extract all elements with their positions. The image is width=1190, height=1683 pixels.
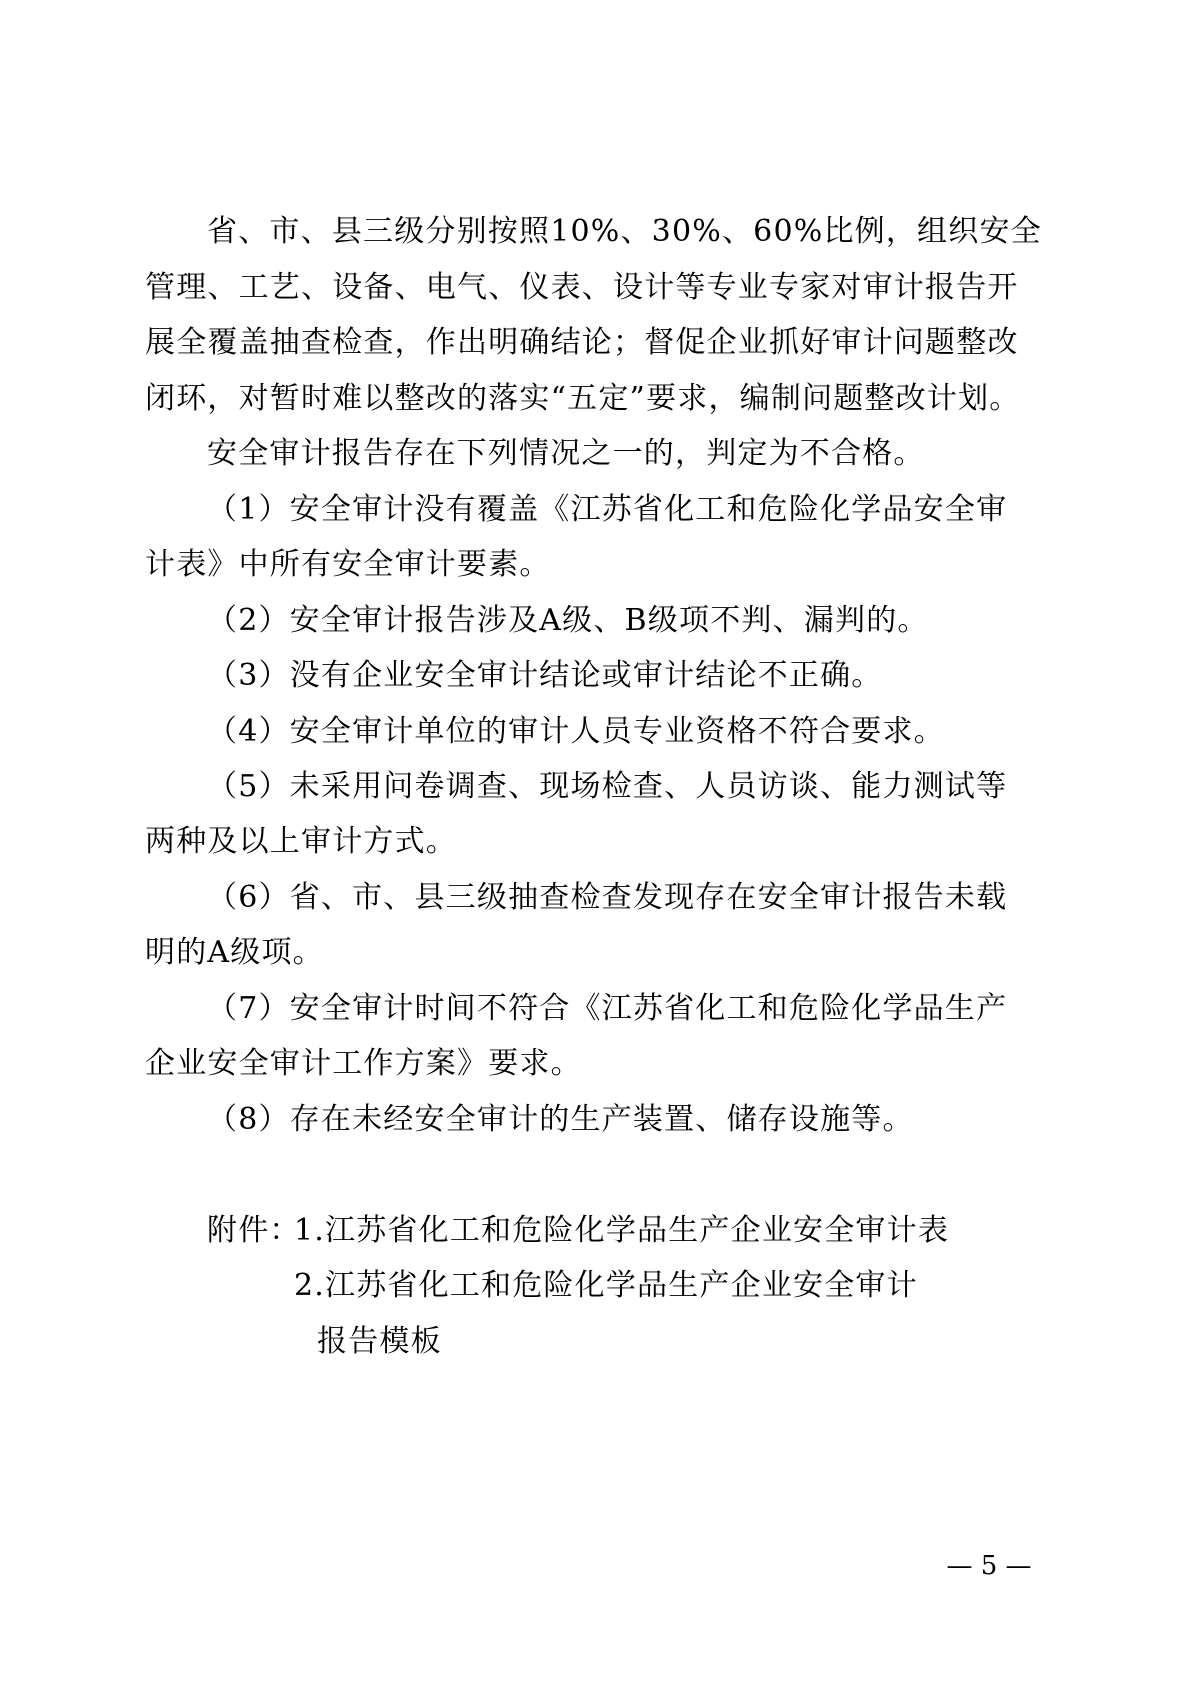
item-4: （4）安全审计单位的审计人员专业资格不符合要求。 — [207, 714, 945, 749]
attachment-2-line-2: 报告模板 — [317, 1324, 442, 1359]
paragraph-1-line-1: 省、市、县三级分别按照10%、30%、60%比例，组织安全 — [207, 214, 1042, 249]
item-5-line-1: （5）未采用问卷调查、现场检查、人员访谈、能力测试等 — [207, 769, 1008, 804]
attachments-label: 附件： — [207, 1213, 301, 1248]
attachment-1: 1.江苏省化工和危险化学品生产企业安全审计表 — [294, 1213, 950, 1248]
page-number: — 5 — — [946, 1551, 1032, 1581]
item-7-line-2: 企业安全审计工作方案》要求。 — [145, 1046, 582, 1081]
item-7-line-1: （7）安全审计时间不符合《江苏省化工和危险化学品生产 — [207, 991, 1008, 1026]
paragraph-1-line-3: 展全覆盖抽查检查，作出明确结论；督促企业抓好审计问题整改 — [145, 325, 1019, 360]
item-6-line-1: （6）省、市、县三级抽查检查发现存在安全审计报告未载 — [207, 880, 1008, 915]
attachment-2-line-1: 2.江苏省化工和危险化学品生产企业安全审计 — [294, 1268, 918, 1303]
item-3: （3）没有企业安全审计结论或审计结论不正确。 — [207, 658, 883, 693]
item-8: （8）存在未经安全审计的生产装置、储存设施等。 — [207, 1102, 914, 1137]
paragraph-1-line-4: 闭环，对暂时难以整改的落实“五定”要求，编制问题整改计划。 — [145, 381, 1021, 416]
item-2: （2）安全审计报告涉及A级、B级项不判、漏判的。 — [207, 603, 929, 638]
paragraph-1-line-2: 管理、工艺、设备、电气、仪表、设计等专业专家对审计报告开 — [145, 270, 1019, 305]
item-1-line-1: （1）安全审计没有覆盖《江苏省化工和危险化学品安全审 — [207, 492, 1008, 527]
item-5-line-2: 两种及以上审计方式。 — [145, 824, 457, 859]
paragraph-2: 安全审计报告存在下列情况之一的，判定为不合格。 — [207, 436, 925, 471]
item-6-line-2: 明的A级项。 — [145, 935, 324, 970]
item-1-line-2: 计表》中所有安全审计要素。 — [145, 547, 551, 582]
